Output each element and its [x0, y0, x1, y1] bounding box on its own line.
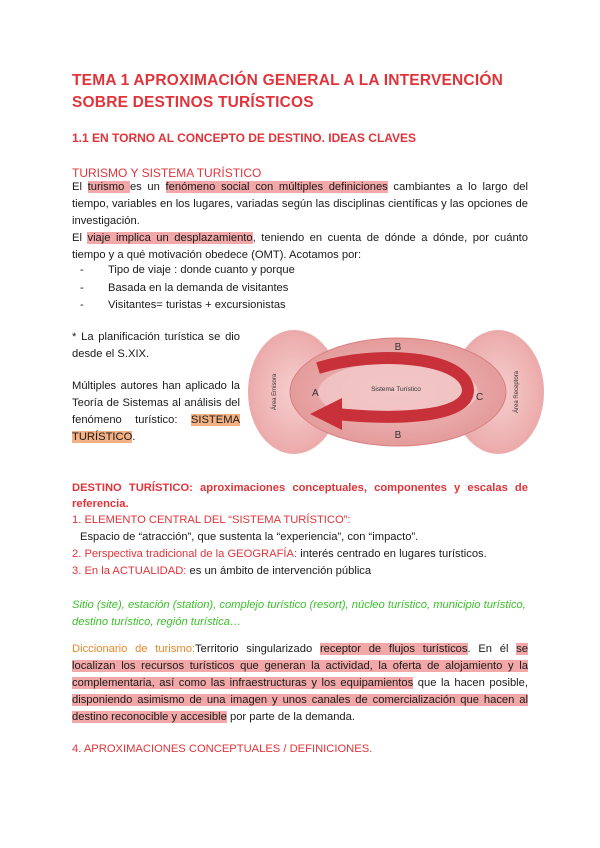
- label-c: C: [476, 392, 484, 403]
- label-receptora: Área Receptora: [514, 370, 520, 414]
- paragraph-diccionario: Diccionario de turismo:Territorio singularizado receptor de flujos turísticos. En él se localizan los recursos turísticos que generan la actividad, la oferta de alojamiento y la complementaria, así como las infraestructuras y los equipamientos que la hacen posible, disponiendo asimismo de una imagen y unos canales de comercialización que hacen al destino reconocible y accesible por parte de la demanda.: [72, 643, 529, 723]
- paragraph-turismo: El turismo es un fenómeno social con múltiples definiciones cambiantes a lo largo del tiempo, variables en los lugares, variadas según las disciplinas científicas y las opciones de investigación.: [72, 181, 528, 227]
- destino-heading: DESTINO TURÍSTICO: aproximaciones conceptuales, componentes y escalas de referencia.: [72, 482, 528, 510]
- point-1-detail: Espacio de “atracción”, que sustenta la “experiencia”, con “impacto”.: [80, 531, 419, 543]
- label-a: A: [312, 388, 319, 399]
- label-center: Sistema Turístico: [371, 386, 421, 393]
- section-4-heading: 4. APROXIMACIONES CONCEPTUALES / DEFINICIONES.: [72, 743, 373, 755]
- section-heading: 1.1 EN TORNO AL CONCEPTO DE DESTINO. IDEAS CLAVES: [72, 131, 417, 145]
- paragraph-viaje: El viaje implica un desplazamiento, teniendo en cuenta de dónde a dónde, por cuánto tiempo y a qué motivación obedece (OMT). Acotamos por:: [72, 232, 529, 261]
- label-b-bottom: B: [394, 430, 402, 441]
- point-1: 1. ELEMENTO CENTRAL DEL “SISTEMA TURÍSTICO”:: [72, 514, 351, 526]
- label-emisora: Área Emisora: [272, 373, 278, 411]
- list-item: - Tipo de viaje : donde cuanto y porque: [108, 262, 295, 280]
- list-item: - Visitantes= turistas + excursionistas: [108, 297, 295, 315]
- document-title: TEMA 1 APROXIMACIÓN GENERAL A LA INTERVENCIÓN SOBRE DESTINOS TURÍSTICOS: [72, 72, 503, 111]
- paragraph-sistemas: Múltiples autores han aplicado la Teoría de Sistemas al análisis del fenómeno turístico: SISTEMA TURÍSTICO.: [72, 380, 240, 443]
- turismo-heading: TURISMO Y SISTEMA TURÍSTICO: [72, 166, 262, 180]
- list-item: - Basada en la demanda de visitantes: [108, 280, 295, 298]
- point-3: 3. En la ACTUALIDAD: es un ámbito de intervención pública: [72, 565, 372, 577]
- label-b-top: B: [394, 342, 402, 353]
- point-2: 2. Perspectiva tradicional de la GEOGRAFÍA: interés centrado en lugares turísticos.: [72, 548, 487, 560]
- sistema-turistico-diagram: [246, 328, 546, 456]
- criteria-list: [108, 262, 295, 315]
- green-terms: Sitio (site), estación (station), complejo turístico (resort), núcleo turístico, municipio turístico, destino turístico, región turística…: [72, 599, 526, 628]
- note-text: * La planificación turística se dio desde el S.XIX.: [72, 331, 240, 360]
